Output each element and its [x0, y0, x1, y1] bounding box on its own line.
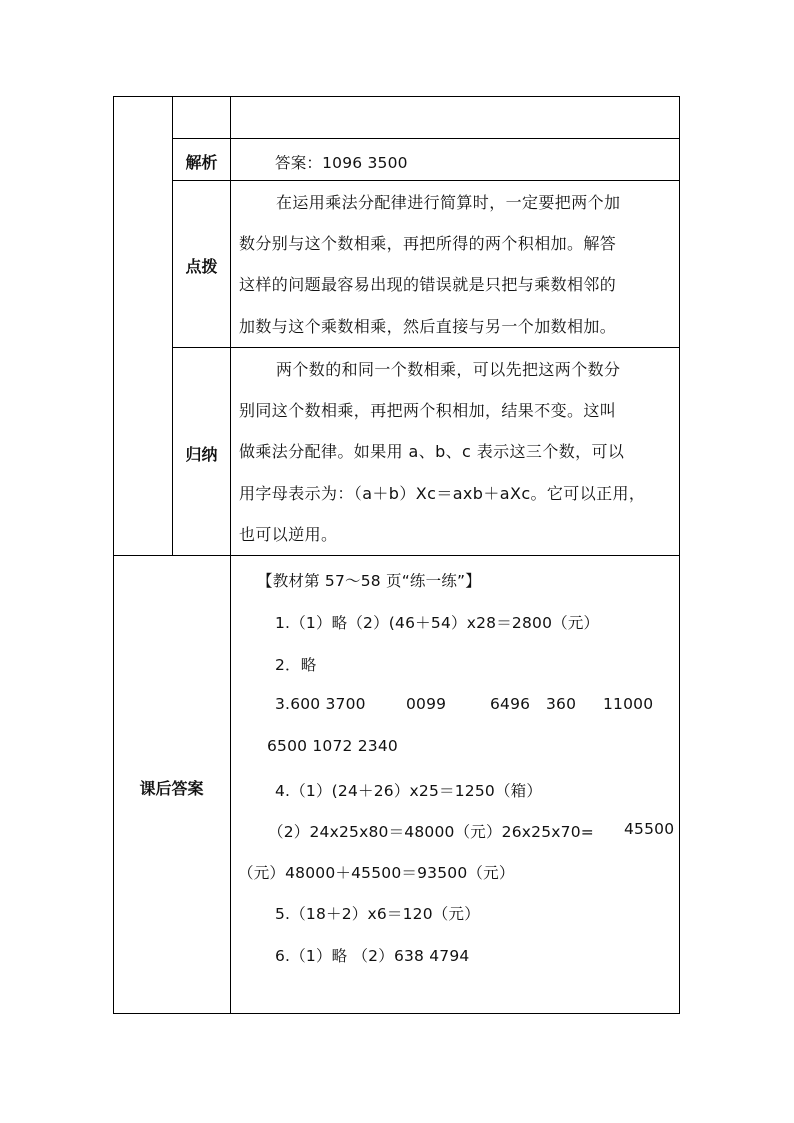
row-divider: [172, 347, 680, 348]
dianbo-line: 数分别与这个数相乘，再把所得的两个积相加。解答: [239, 234, 617, 253]
answer-q3-a: 3.600 3700: [275, 695, 366, 713]
dianbo-label: 点拨: [185, 257, 218, 276]
answer-q4-2a: （2）24x25x80＝48000（元）26x25x70=: [268, 823, 594, 841]
guina-line: 也可以逆用。: [239, 525, 338, 544]
jiexi-label: 解析: [185, 153, 218, 172]
answer-q3-e: 11000: [603, 695, 654, 713]
answer-q5: 5.（18＋2）x6＝120（元）: [275, 905, 480, 923]
guina-line: 两个数的和同一个数相乘，可以先把这两个数分: [276, 360, 621, 379]
answer-q3-b: 0099: [406, 695, 447, 713]
answer-q4-3: （元）48000＋45500＝93500（元）: [238, 864, 515, 882]
answer-q3-d: 360: [546, 695, 577, 713]
guina-line: 别同这个数相乘，再把两个积相加，结果不变。这叫: [239, 401, 617, 420]
kehou-heading: 【教材第 57～58 页“练一练”】: [257, 572, 481, 590]
guina-line: 做乘法分配律。如果用 a、b、c 表示这三个数，可以: [239, 442, 625, 461]
column-divider: [230, 96, 231, 1014]
kehou-label: 课后答案: [139, 779, 204, 798]
dianbo-line: 加数与这个乘数相乘，然后直接与另一个加数相加。: [239, 317, 617, 336]
answer-q3-line2: 6500 1072 2340: [267, 737, 398, 755]
section-divider: [113, 555, 680, 556]
table-border-left: [113, 96, 114, 1014]
guina-label: 归纳: [185, 445, 218, 464]
guina-line: 用字母表示为：（a＋b）Xc＝axb＋aXc。它可以正用，: [239, 484, 646, 503]
jiexi-answer: 答案：1096 3500: [275, 154, 408, 172]
answer-table: [113, 96, 680, 1014]
answer-q2: 2．略: [275, 656, 317, 674]
answer-q3-c: 6496: [490, 695, 531, 713]
row-divider: [172, 138, 680, 139]
answer-q4-2b: 45500: [624, 820, 675, 838]
dianbo-line: 这样的问题最容易出现的错误就是只把与乘数相邻的: [239, 275, 617, 294]
table-border-top: [113, 96, 680, 97]
table-border-right: [679, 96, 680, 1014]
answer-q6: 6.（1）略 （2）638 4794: [275, 947, 470, 965]
row-divider: [172, 180, 680, 181]
dianbo-line: 在运用乘法分配律进行简算时，一定要把两个加: [276, 193, 621, 212]
table-border-bottom: [113, 1013, 680, 1014]
answer-q4-1: 4.（1）(24＋26）x25＝1250（箱）: [275, 782, 543, 800]
answer-q1: 1.（1）略（2）(46＋54）x28＝2800（元）: [275, 614, 600, 632]
